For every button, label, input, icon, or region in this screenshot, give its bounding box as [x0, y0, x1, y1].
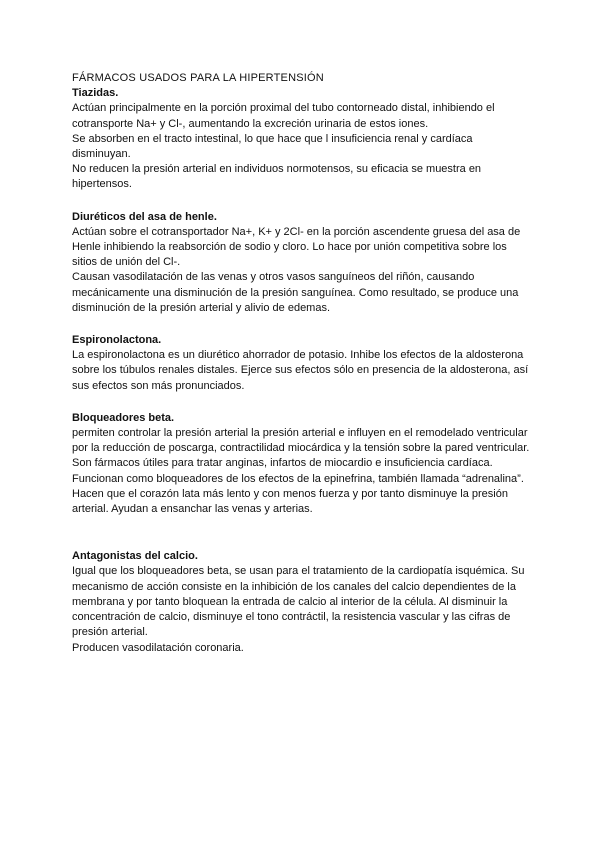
section-heading: Antagonistas del calcio.	[72, 550, 198, 563]
section-spacer	[72, 394, 532, 411]
paragraph: permiten controlar la presión arterial la presión arterial e influyen en el remodelado ventricular por la reducción de poscarga, contractilidad miocárdica y la tensión sobre la pared ventricular. Son fármacos útiles para tratar anginas, infartos de miocardio e insuficiencia cardíaca.	[72, 427, 530, 470]
paragraph: Actúan sobre el cotransportador Na+, K+ y 2Cl- en la porción ascendente gruesa del asa de Henle inhibiendo la reabsorción de sodio y cloro. Lo hace por unión competitiva sobre los sitios de unión del Cl-.	[72, 225, 521, 269]
section-spacer	[72, 517, 532, 549]
paragraph: No reducen la presión arterial en individuos normotensos, su eficacia se muestra en hipertensos.	[72, 163, 482, 191]
section-spacer	[72, 316, 532, 333]
paragraph: Igual que los bloqueadores beta, se usan para el tratamiento de la cardiopatía isquémica. Su mecanismo de acción consiste en la inhibición de los canales del calcio dependientes de la membrana y por tanto bloquean la entrada de calcio al interior de la célula. Al disminuir la concentración de calcio, disminuye el tono contráctil, la resistencia vascular y las cifras de presión arterial.	[72, 565, 525, 639]
section-antagonistas-calcio	[72, 549, 532, 655]
section-bloqueadores-beta	[72, 411, 532, 517]
paragraph: Actúan principalmente en la porción proximal del tubo contorneado distal, inhibiendo el cotransporte Na+ y Cl-, aumentando la excreción urinaria de estos iones.	[72, 102, 495, 130]
document-body	[72, 71, 532, 656]
section-tiazidas	[72, 86, 532, 192]
section-heading: Diuréticos del asa de henle.	[72, 210, 217, 223]
paragraph: La espironolactona es un diurético ahorrador de potasio. Inhibe los efectos de la aldosterona sobre los túbulos renales distales. Ejerce sus efectos sólo en presencia de la aldosterona, así sus efectos son más pronunciados.	[72, 349, 529, 392]
document-title: FÁRMACOS USADOS PARA LA HIPERTENSIÓN	[72, 72, 324, 84]
section-diureticos-asa	[72, 210, 532, 316]
section-heading: Espironolactona.	[72, 334, 162, 347]
paragraph: Se absorben en el tracto intestinal, lo que hace que l insuficiencia renal y cardíaca disminuyan.	[72, 132, 473, 161]
section-heading: Bloqueadores beta.	[72, 411, 175, 424]
paragraph: Funcionan como bloqueadores de los efectos de la epinefrina, también llamada “adrenalina”. Hacen que el corazón lata más lento y con menos fuerza y por tanto disminuye la presión arterial. Ayudan a ensanchar las venas y arterias.	[72, 472, 524, 516]
section-spacer	[72, 193, 532, 210]
section-espironolactona	[72, 333, 532, 394]
paragraph: Producen vasodilatación coronaria.	[72, 641, 244, 654]
section-heading: Tiazidas.	[72, 87, 119, 100]
paragraph: Causan vasodilatación de las venas y otros vasos sanguíneos del riñón, causando mecánicamente una disminución de la presión sanguínea. Como resultado, se produce una disminución de la presión arterial y alivio de edemas.	[72, 271, 519, 314]
